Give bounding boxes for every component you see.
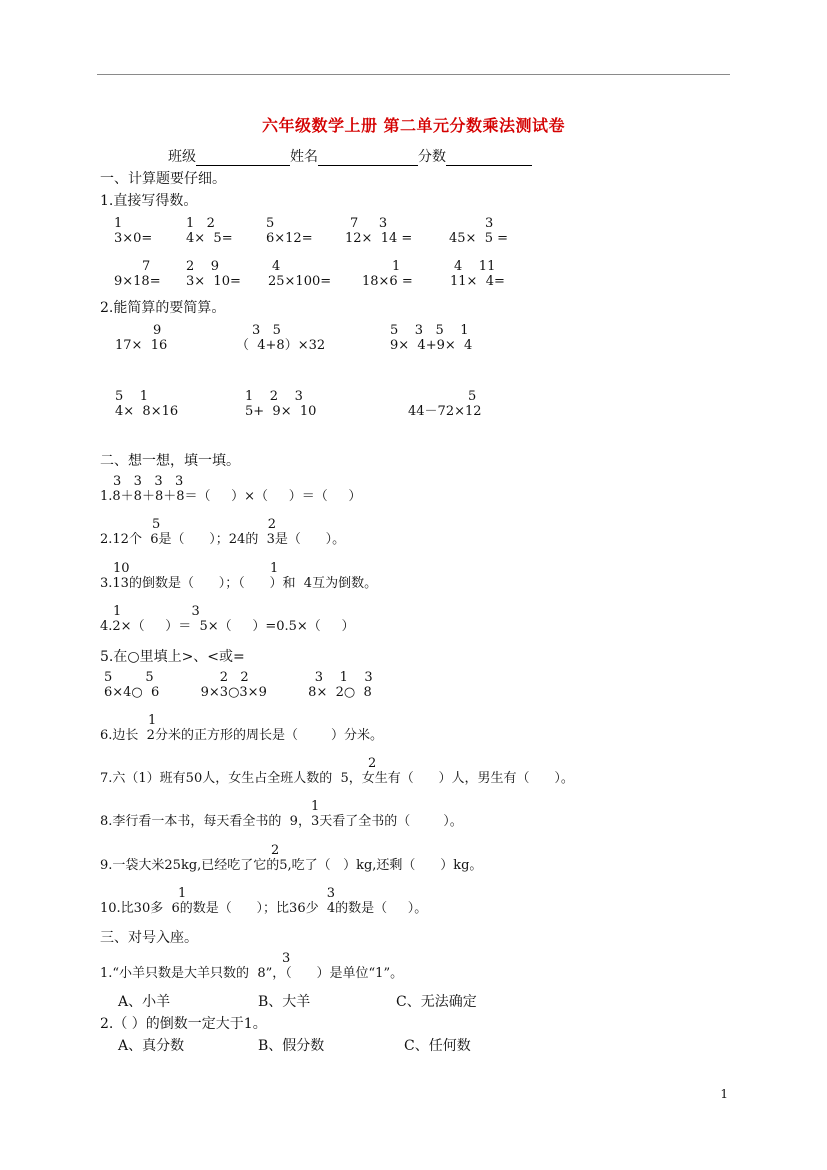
choice-question-2: 2.（ ）的倒数一定大于1。	[100, 1016, 267, 1032]
calc-item: 7 3 12× 14 =	[345, 216, 413, 246]
option-a[interactable]: A、真分数	[118, 1038, 185, 1054]
fill-item: 5.在○里填上>、<或=	[100, 649, 245, 665]
page-number: 1	[720, 1087, 728, 1101]
question-1-1: 1.直接写得数。	[100, 193, 198, 209]
fill-item: 1 6.边长 2分米的正方形的周长是（ ）分米。	[100, 713, 383, 743]
top-rule	[97, 74, 730, 75]
section-3-heading: 三、对号入座。	[100, 930, 198, 946]
calc-item: 3 45× 5 =	[449, 216, 508, 246]
score-blank[interactable]	[446, 151, 532, 166]
calc-item: 5 44－72×12	[408, 389, 482, 419]
option-c[interactable]: C、任何数	[404, 1038, 471, 1054]
calc-item: 2 9 3× 10=	[186, 259, 241, 289]
fill-item: 2 9.一袋大米25kg,已经吃了它的5,吃了（ ）kg,还剩（ ）kg。	[100, 843, 483, 873]
class-blank[interactable]	[196, 151, 290, 166]
name-label: 姓名	[290, 149, 318, 165]
score-label: 分数	[418, 149, 446, 165]
calc-item: 1 2 4× 5=	[186, 216, 233, 246]
calc-item: 5 1 4× 8×16	[115, 389, 179, 419]
fill-item: 5 2 2.12个 6是（ ）；24的 3是（ ）。	[100, 517, 346, 547]
calc-item: 5 3 5 1 9× 4+9× 4	[390, 323, 473, 353]
fill-item: 5 5 2 2 3 1 3 6×4○ 6 9×3○3×9 8× 2○ 8	[104, 670, 373, 700]
calc-item: 3 5 （ 4+8）×32	[236, 323, 326, 353]
fill-item: 10 1 3.13的倒数是（ ）；（ ）和 4互为倒数。	[100, 561, 378, 591]
fill-item: 1 8.李行看一本书，每天看全书的 9，3天看了全书的（ ）。	[100, 799, 463, 829]
info-line	[168, 146, 532, 166]
calc-item: 4 11 11× 4=	[450, 259, 505, 289]
question-1-2: 2.能简算的要简算。	[100, 300, 226, 316]
calc-item: 1 18×6 =	[362, 259, 413, 289]
name-blank[interactable]	[318, 151, 418, 166]
calc-item: 4 25×100=	[268, 259, 332, 289]
choice-question-1: 3 1.“小羊只数是大羊只数的 8”，（ ）是单位“1”。	[100, 951, 404, 981]
calc-item: 7 9×18=	[114, 259, 161, 289]
calc-item: 9 17× 16	[115, 323, 168, 353]
section-2-heading: 二、想一想，填一填。	[100, 453, 240, 469]
option-b[interactable]: B、假分数	[258, 1038, 325, 1054]
option-c[interactable]: C、无法确定	[396, 994, 477, 1010]
page-title: 六年级数学上册 第二单元分数乘法测试卷	[261, 116, 566, 135]
section-1-heading: 一、计算题要仔细。	[100, 171, 226, 187]
fill-item: 1 3 10.比30多 6的数是（ ）；比36少 4的数是（ ）。	[100, 886, 428, 916]
class-label: 班级	[168, 149, 196, 165]
fill-item: 1 3 4.2×（ ）＝ 5×（ ）=0.5×（ ）	[100, 604, 355, 634]
option-b[interactable]: B、大羊	[258, 994, 311, 1010]
option-a[interactable]: A、小羊	[118, 994, 171, 1010]
fill-item: 3 3 3 3 1.8＋8＋8＋8＝（ ）×（ ）＝（ ）	[100, 474, 362, 504]
calc-item: 5 6×12=	[266, 216, 313, 246]
calc-item: 1 3×0=	[114, 216, 153, 246]
calc-item: 1 2 3 5+ 9× 10	[245, 389, 317, 419]
fill-item: 2 7.六（1）班有50人，女生占全班人数的 5，女生有（ ）人，男生有（ ）。	[100, 756, 574, 786]
